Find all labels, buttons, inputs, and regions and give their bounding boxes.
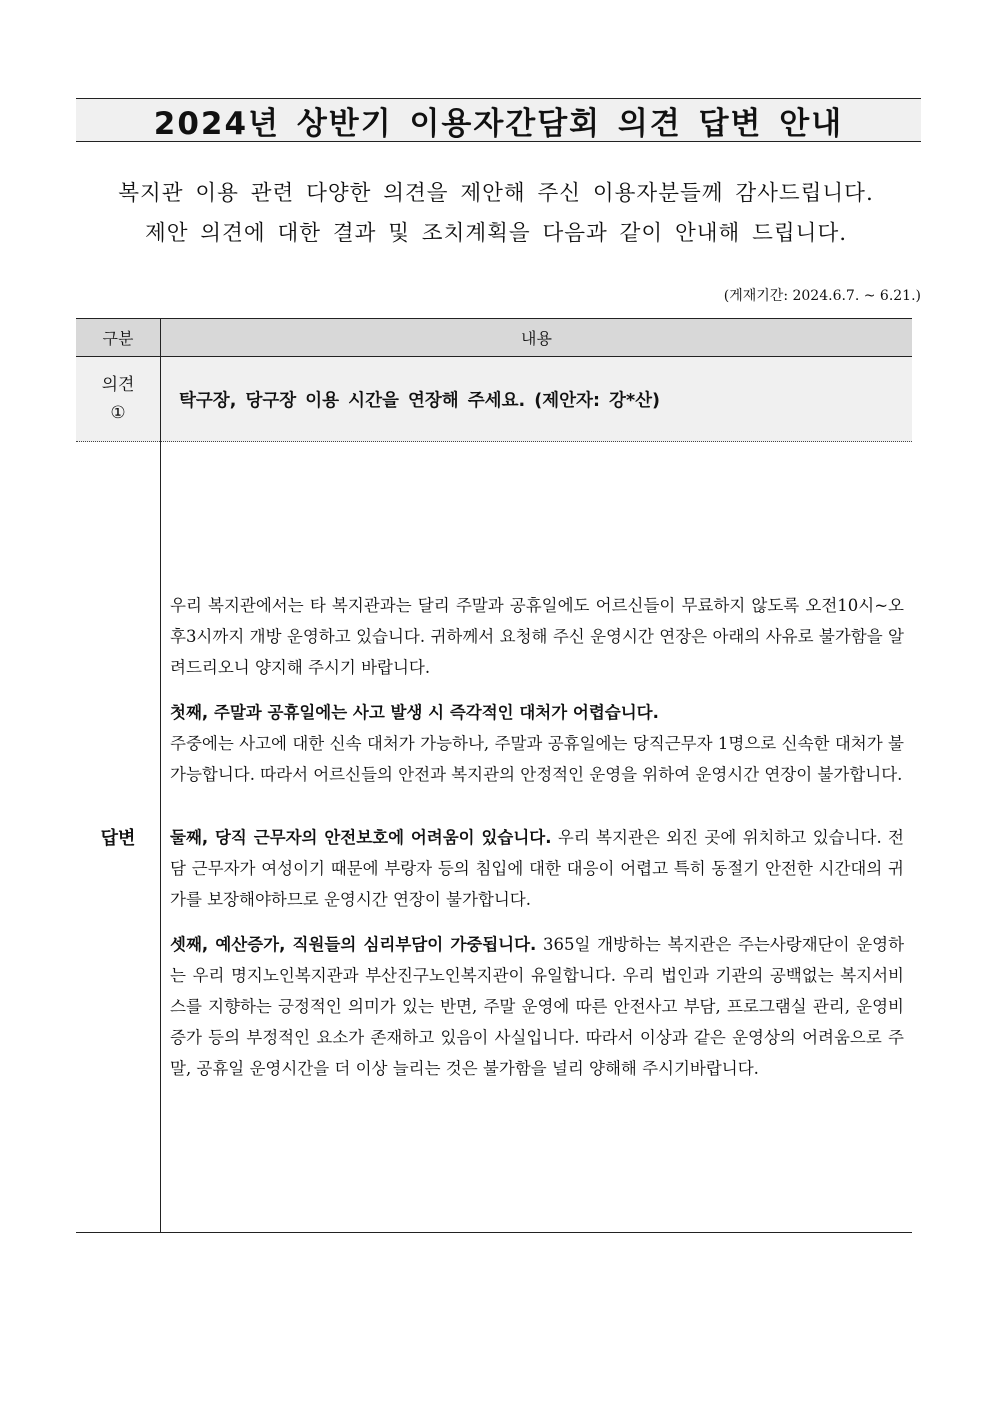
intro-line-2: 제안 의견에 대한 결과 및 조치계획을 다음과 같이 안내해 드립니다. — [144, 221, 848, 246]
header-content: 내용 — [161, 319, 913, 357]
opinion-label-text: 의견 — [101, 375, 135, 395]
opinion-table — [76, 318, 912, 1233]
answer-label: 답변 — [76, 442, 161, 1233]
reason-2-heading: 둘째, 당직 근무자의 안전보호에 어려움이 있습니다. — [170, 828, 552, 847]
opinion-number: ① — [110, 403, 126, 423]
intro-line-1: 복지관 이용 관련 다양한 의견을 제안해 주신 이용자분들께 감사드립니다. — [118, 181, 874, 206]
opinion-label — [76, 357, 161, 442]
answer-row — [76, 442, 912, 1233]
opinion-text: 탁구장, 당구장 이용 시간을 연장해 주세요. (제안자: 강*산) — [161, 357, 913, 442]
reason-2 — [170, 822, 904, 915]
answer-intro — [170, 590, 904, 683]
table-header-row — [76, 319, 912, 357]
reason-2-body: 우리 복지관은 외진 곳에 위치하고 있습니다. 전담 근무자가 여성이기 때문에 부랑자 등의 침입에 대한 대응이 어렵고 특히 동절기 안전한 시간대의 귀가를 보장해야하므로 운영시간 연장이 불가합니다. — [170, 828, 904, 909]
reason-3-heading: 셋째, 예산증가, 직원들의 심리부담이 가중됩니다. — [170, 935, 537, 954]
reason-1-heading: 첫째, 주말과 공휴일에는 사고 발생 시 즉각적인 대처가 어렵습니다. — [170, 703, 659, 722]
opinion-row — [76, 357, 912, 442]
reason-1 — [170, 697, 904, 790]
title-box — [76, 98, 921, 142]
reason-3 — [170, 929, 904, 1084]
answer-body — [161, 442, 913, 1233]
reason-1-body: 주중에는 사고에 대한 신속 대처가 가능하나, 주말과 공휴일에는 당직근무자 1명으로 신속한 대처가 불가능합니다. 따라서 어르신들의 안전과 복지관의 안정적인 운영을 위하여 운영시간 연장이 불가합니다. — [170, 734, 904, 784]
page-title: 2024년 상반기 이용자간담회 의견 답변 안내 — [153, 105, 844, 142]
header-category: 구분 — [76, 319, 161, 357]
posting-period: (게재기간: 2024.6.7. ~ 6.21.) — [723, 288, 921, 304]
reason-3-body: 365일 개방하는 복지관은 주는사랑재단이 운영하는 우리 명지노인복지관과 부산진구노인복지관이 유일합니다. 우리 법인과 기관의 공백없는 복지서비스를 지향하는 긍정적인 의미가 있는 반면, 주말 운영에 따른 안전사고 부담, 프로그램실 관리, 운영비 증가 등의 부정적인 요소가 존재하고 있음이 사실입니다. 따라서 이상과 같은 운영상의 어려움으로 주말, 공휴일 운영시간을 더 이상 늘리는 것은 불가함을 널리 양해해 주시기바랍니다. — [170, 935, 905, 1078]
intro-text — [60, 174, 932, 254]
answer-intro-text: 우리 복지관에서는 타 복지관과는 달리 주말과 공휴일에도 어르신들이 무료하지 않도록 오전10시~오후3시까지 개방 운영하고 있습니다. 귀하께서 요청해 주신 운영시간 연장은 아래의 사유로 불가함을 알려드리오니 양지해 주시기 바랍니다. — [170, 596, 904, 677]
